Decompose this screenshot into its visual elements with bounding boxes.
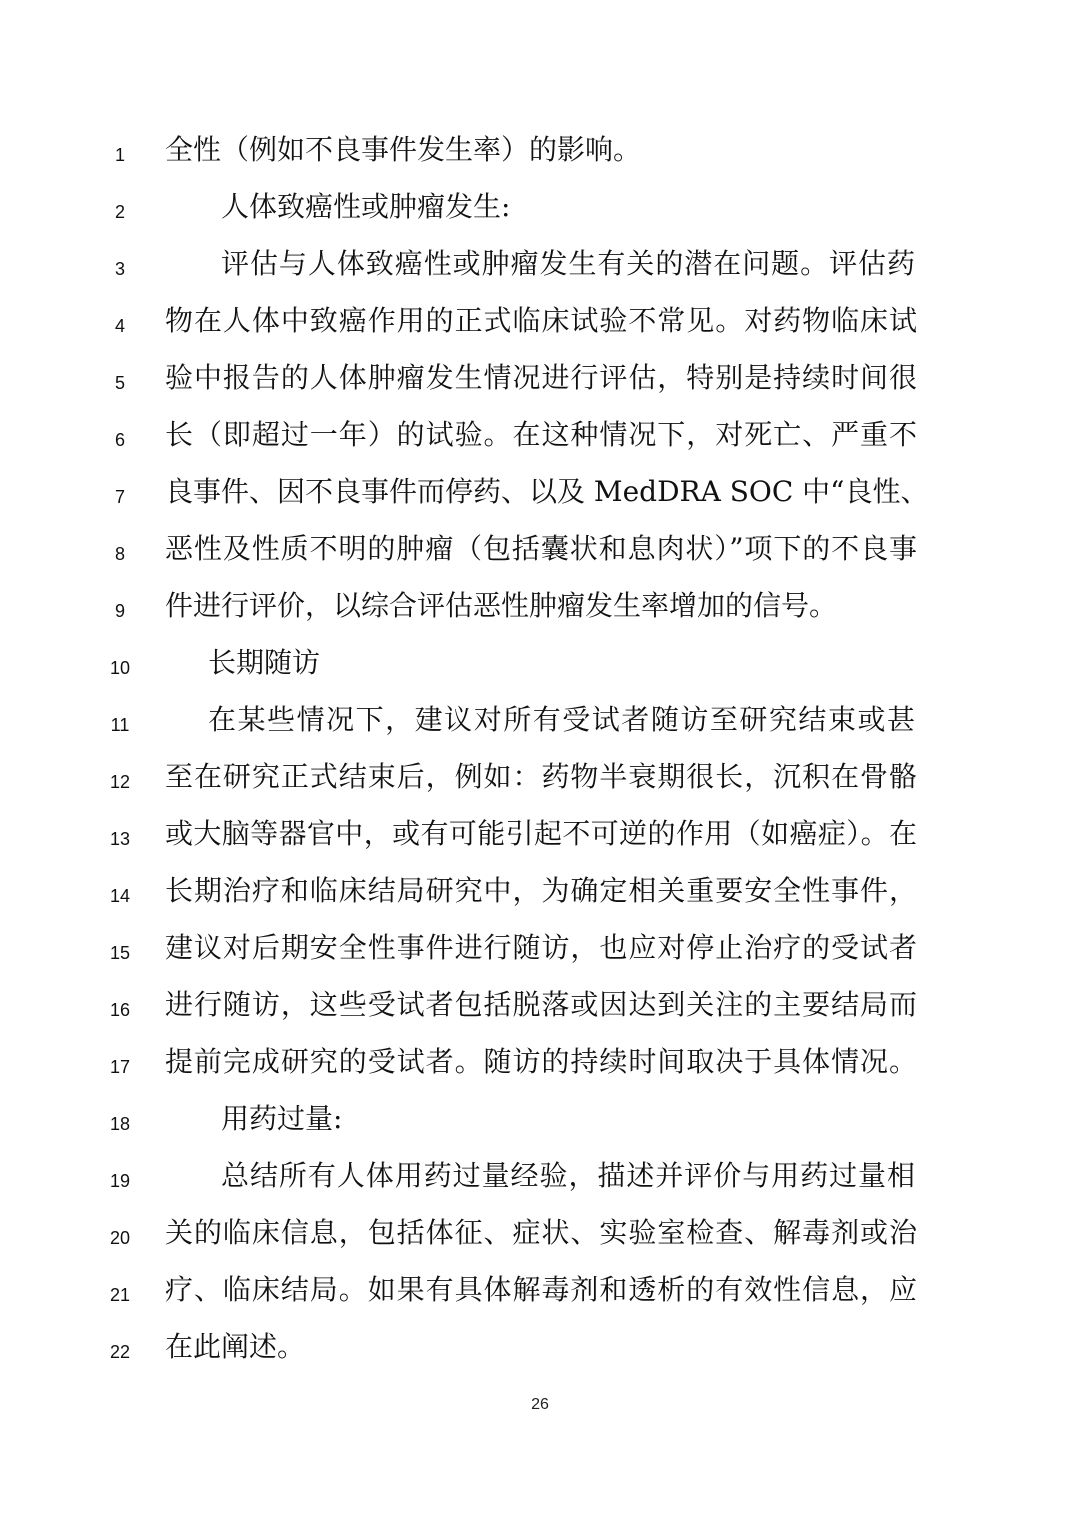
text-line (0, 181, 1080, 238)
line-number: 3 (114, 259, 125, 279)
line-text: 长（即超过一年）的试验。在这种情况下，对死亡、严重不 (165, 418, 917, 451)
line-number: 21 (109, 1285, 131, 1305)
text-line (0, 1150, 1080, 1207)
line-text: 至在研究正式结束后，例如：药物半衰期很长，沉积在骨骼 (165, 760, 917, 793)
line-number: 19 (109, 1171, 131, 1191)
line-text: 或大脑等器官中，或有可能引起不可逆的作用（如癌症）。在 (165, 817, 917, 850)
line-number: 4 (114, 316, 125, 336)
line-number: 2 (114, 202, 125, 222)
text-line (0, 694, 1080, 751)
line-text: 用药过量: (221, 1102, 343, 1135)
line-number: 9 (114, 601, 125, 621)
line-text: 人体致癌性或肿瘤发生: (221, 190, 511, 223)
line-text: 建议对后期安全性事件进行随访，也应对停止治疗的受试者 (165, 931, 917, 964)
line-text: 验中报告的人体肿瘤发生情况进行评估，特别是持续时间很 (165, 361, 917, 394)
text-line (0, 466, 1080, 523)
line-number: 12 (109, 772, 131, 792)
text-line (0, 1264, 1080, 1321)
line-number: 16 (109, 1000, 131, 1020)
line-text: 长期治疗和临床结局研究中，为确定相关重要安全性事件， (165, 874, 917, 907)
line-text: 评估与人体致癌性或肿瘤发生有关的潜在问题。评估药 (221, 247, 915, 280)
line-text: 件进行评价，以综合评估恶性肿瘤发生率增加的信号。 (165, 589, 838, 622)
text-line (0, 1093, 1080, 1150)
line-text: 全性（例如不良事件发生率）的影响。 (165, 133, 642, 166)
line-number: 17 (109, 1057, 131, 1077)
line-number: 8 (114, 544, 125, 564)
text-line (0, 808, 1080, 865)
text-line (0, 238, 1080, 295)
line-number: 10 (109, 658, 131, 678)
line-number: 11 (110, 715, 130, 735)
text-line (0, 580, 1080, 637)
line-text: 疗、临床结局。如果有具体解毒剂和透析的有效性信息，应 (165, 1273, 917, 1306)
line-text: 恶性及性质不明的肿瘤（包括囊状和息肉状）”项下的不良事 (165, 532, 917, 565)
line-number: 18 (109, 1114, 131, 1134)
line-number: 15 (109, 943, 131, 963)
line-text: 在此阐述。 (165, 1330, 306, 1363)
text-line (0, 352, 1080, 409)
line-number: 7 (114, 487, 125, 507)
text-line (0, 865, 1080, 922)
text-line (0, 409, 1080, 466)
line-number: 1 (114, 145, 125, 165)
text-line (0, 124, 1080, 181)
line-number: 20 (109, 1228, 131, 1248)
text-line (0, 1036, 1080, 1093)
line-text: 提前完成研究的受试者。随访的持续时间取决于具体情况。 (165, 1045, 917, 1078)
text-line (0, 1321, 1080, 1378)
line-number: 5 (114, 373, 125, 393)
line-text: 物在人体中致癌作用的正式临床试验不常见。对药物临床试 (165, 304, 917, 337)
text-line (0, 295, 1080, 352)
line-text: 在某些情况下，建议对所有受试者随访至研究结束或甚 (208, 703, 915, 736)
line-text: 总结所有人体用药过量经验，描述并评价与用药过量相 (221, 1159, 915, 1192)
line-number: 22 (109, 1342, 131, 1362)
text-line (0, 751, 1080, 808)
text-line (0, 637, 1080, 694)
line-number: 13 (109, 829, 131, 849)
line-text: 进行随访，这些受试者包括脱落或因达到关注的主要结局而 (165, 988, 917, 1021)
line-number: 14 (109, 886, 131, 906)
line-text: 良事件、因不良事件而停药、以及 MedDRA SOC 中“良性、 (165, 475, 929, 508)
text-line (0, 979, 1080, 1036)
line-number: 6 (114, 430, 125, 450)
text-line (0, 922, 1080, 979)
line-text: 长期随访 (208, 646, 321, 679)
line-text: 关的临床信息，包括体征、症状、实验室检查、解毒剂或治 (165, 1216, 917, 1249)
text-line (0, 523, 1080, 580)
page-number: 26 (531, 1396, 549, 1413)
text-line (0, 1207, 1080, 1264)
